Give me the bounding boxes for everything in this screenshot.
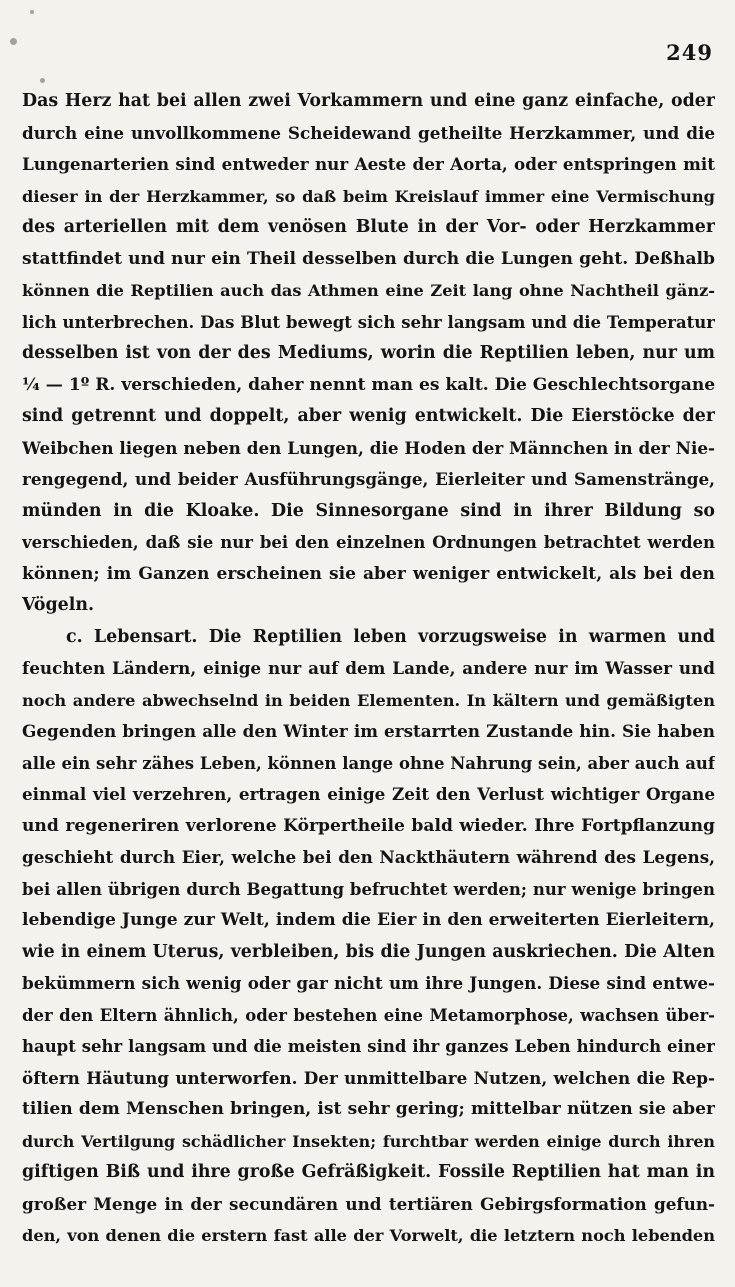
page-number: 249 xyxy=(666,40,713,65)
text-line: stattfindet und nur ein Theil desselben durch die Lungen geht. Deßhalb xyxy=(22,248,715,269)
text-line: und regeneriren verlorene Körpertheile bald wieder. Ihre Fortpflanzung xyxy=(22,815,715,836)
text-line: bekümmern sich wenig oder gar nicht um ihre Jungen. Diese sind entwe- xyxy=(22,973,715,993)
text-line: können die Reptilien auch das Athmen eine Zeit lang ohne Nachtheil gänz- xyxy=(22,281,715,300)
text-line: Weibchen liegen neben den Lungen, die Hoden der Männchen in der Nie- xyxy=(22,437,715,458)
text-line: des arteriellen mit dem venösen Blute in der Vor- oder Herzkammer xyxy=(22,217,715,237)
text-line: ¼ — 1º R. verschieden, daher nennt man es kalt. Die Geschlechtsorgane xyxy=(22,374,715,395)
text-line: lebendige Junge zur Welt, indem die Eier in den erweiterten Eierleitern, xyxy=(22,910,715,930)
text-line: rengegend, und beider Ausführungsgänge, Eierleiter und Samenstränge, xyxy=(22,469,715,489)
text-line: einmal viel verzehren, ertragen einige Zeit den Verlust wichtiger Organe xyxy=(22,784,715,804)
section-heading-line: c. Lebensart. Die Reptilien leben vorzugsweise in warmen und xyxy=(66,626,715,647)
text-line: durch Vertilgung schädlicher Insekten; furchtbar werden einige durch ihren xyxy=(22,1131,715,1151)
text-line: öftern Häutung unterworfen. Der unmittelbare Nutzen, welchen die Rep- xyxy=(22,1067,715,1088)
text-line: dieser in der Herzkammer, so daß beim Kreislauf immer eine Vermischung xyxy=(22,186,715,206)
print-speck xyxy=(40,78,45,83)
text-line: verschieden, daß sie nur bei den einzelnen Ordnungen betrachtet werden xyxy=(22,533,715,552)
text-line: Gegenden bringen alle den Winter im erstarrten Zustande hin. Sie haben xyxy=(22,721,715,741)
text-line: bei allen übrigen durch Begattung befruchtet werden; nur wenige bringen xyxy=(22,879,715,899)
text-line: geschieht durch Eier, welche bei den Nackthäutern während des Legens, xyxy=(22,847,715,867)
text-line: den, von denen die erstern fast alle der Vorwelt, die letztern noch lebenden xyxy=(22,1226,715,1245)
text-line: durch eine unvollkommene Scheidewand getheilte Herzkammer, und die xyxy=(22,122,715,143)
text-line: Lungenarterien sind entweder nur Aeste der Aorta, oder entspringen mit xyxy=(22,154,715,174)
text-line: giftigen Biß und ihre große Gefräßigkeit. Fossile Reptilien hat man in xyxy=(22,1162,715,1182)
text-line: desselben ist von der des Mediums, worin die Reptilien leben, nur um xyxy=(22,343,715,363)
print-speck xyxy=(30,10,34,14)
text-line: der den Eltern ähnlich, oder bestehen eine Metamorphose, wachsen über- xyxy=(22,1005,715,1025)
text-line: alle ein sehr zähes Leben, können lange ohne Nahrung sein, aber auch auf xyxy=(22,753,715,773)
text-line: sind getrennt und doppelt, aber wenig entwickelt. Die Eierstöcke der xyxy=(22,406,715,426)
text-line: können; im Ganzen erscheinen sie aber weniger entwickelt, als bei den xyxy=(22,563,715,584)
text-line: großer Menge in der secundären und tertiären Gebirgsformation gefun- xyxy=(22,1193,715,1214)
text-line: wie in einem Uterus, verbleiben, bis die Jungen auskriechen. Die Alten xyxy=(22,941,715,962)
text-line: Das Herz hat bei allen zwei Vorkammern und eine ganz einfache, oder xyxy=(22,91,715,111)
text-line: Vögeln. xyxy=(22,595,95,615)
text-line: tilien dem Menschen bringen, ist sehr gering; mittelbar nützen sie aber xyxy=(22,1099,715,1119)
print-speck xyxy=(10,38,17,45)
body-text xyxy=(22,86,715,1252)
text-line: haupt sehr langsam und die meisten sind ihr ganzes Leben hindurch einer xyxy=(22,1037,715,1056)
text-line: lich unterbrechen. Das Blut bewegt sich sehr langsam und die Temperatur xyxy=(22,312,715,332)
text-line: feuchten Ländern, einige nur auf dem Lande, andere nur im Wasser und xyxy=(22,658,715,678)
text-line: noch andere abwechselnd in beiden Elementen. In kältern und gemäßigten xyxy=(22,690,715,710)
text-line: münden in die Kloake. Die Sinnesorgane sind in ihrer Bildung so xyxy=(22,500,715,521)
